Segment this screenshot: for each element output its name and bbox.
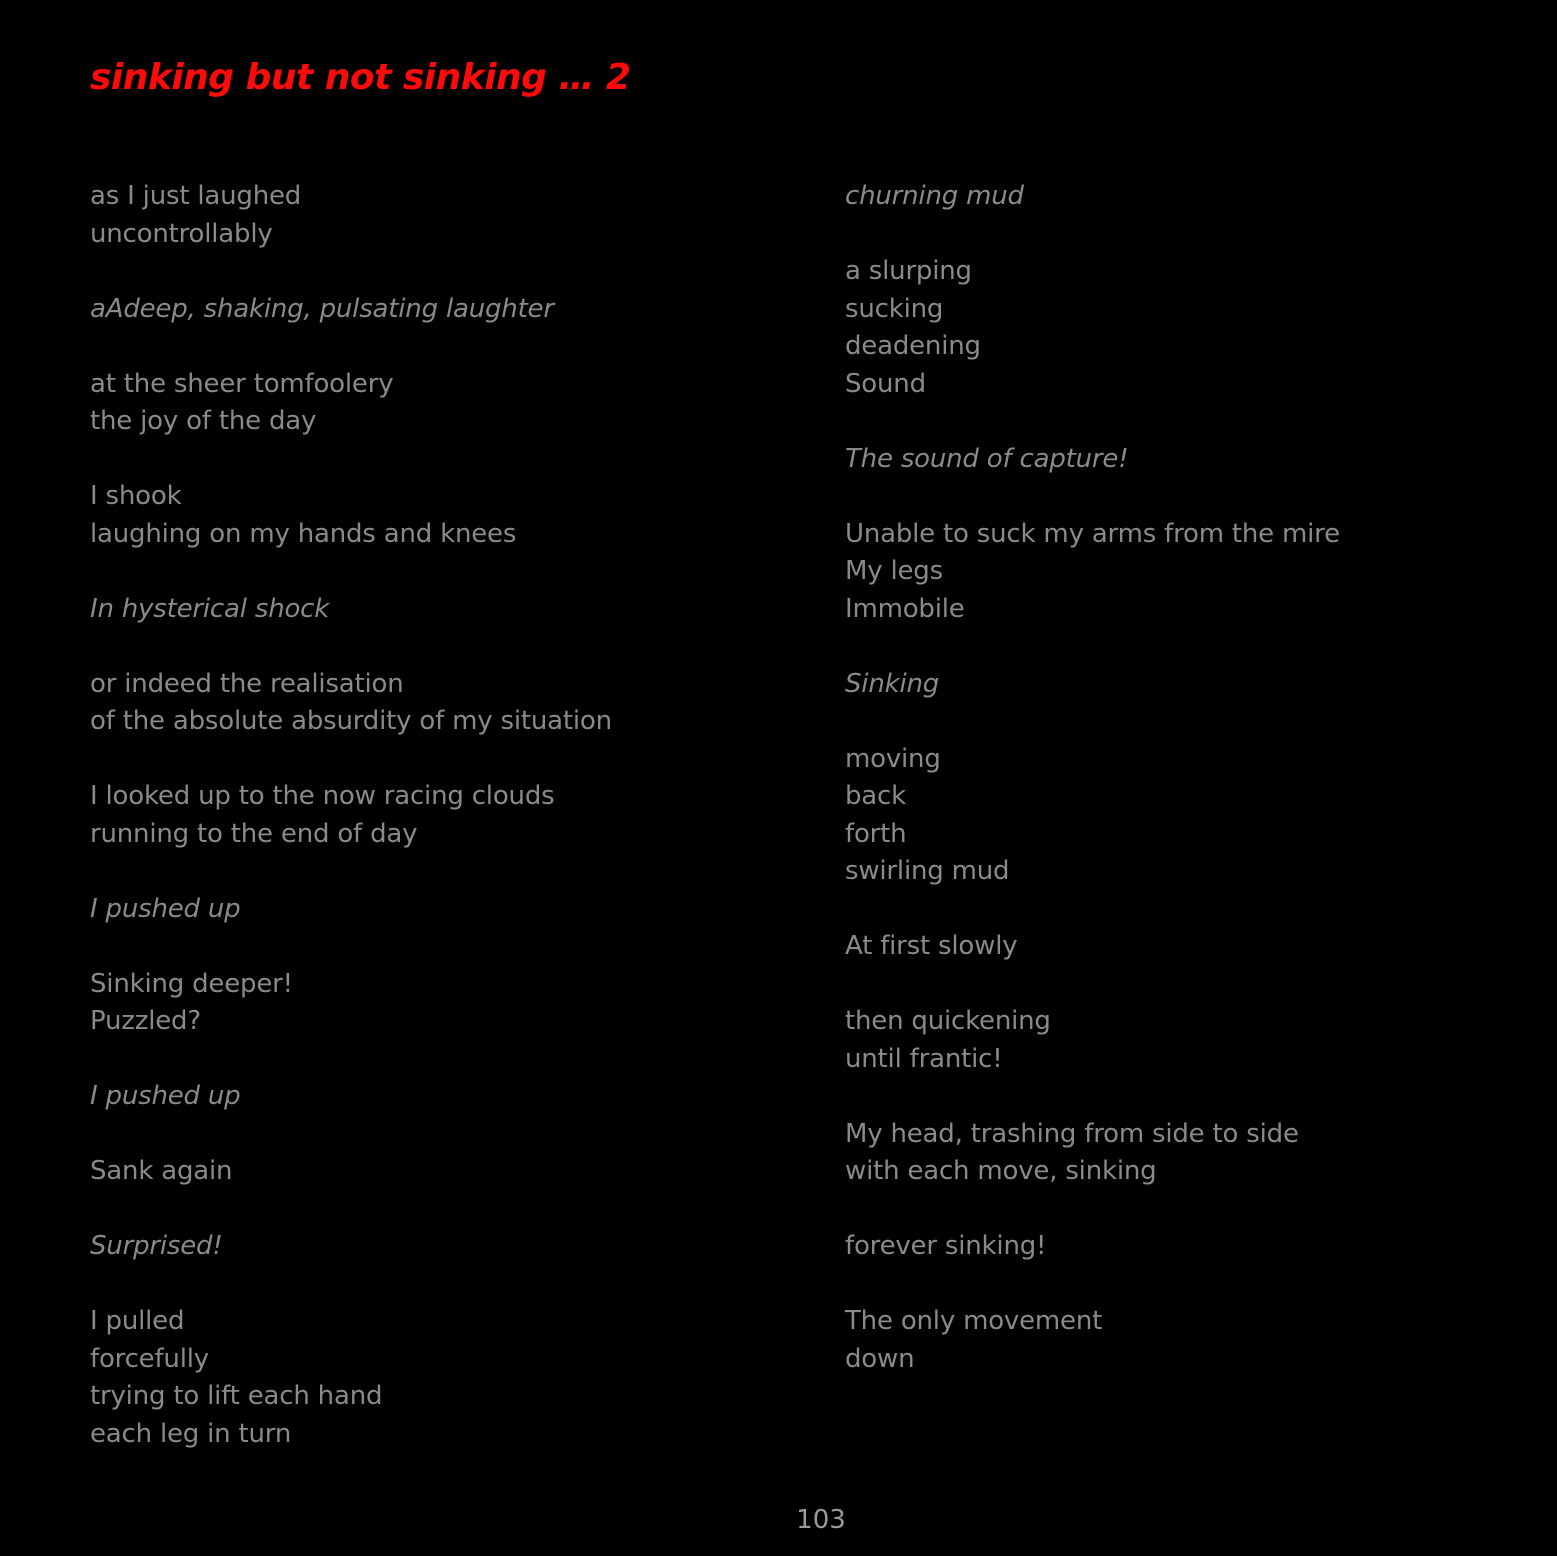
poem-line: moving <box>845 743 941 774</box>
poem-line: sucking <box>845 293 944 324</box>
poem-line: I pushed up <box>90 1081 241 1111</box>
stanza <box>845 1003 1485 1078</box>
poem-line: each leg in turn <box>90 1418 292 1449</box>
stanza <box>90 178 730 253</box>
poem-line: Sound <box>845 368 926 399</box>
stanza <box>90 591 730 629</box>
poem-line: Sinking deeper! <box>90 968 293 999</box>
stanza <box>845 516 1485 629</box>
poem-line: Immobile <box>845 593 965 624</box>
poem-line: Sinking <box>845 668 940 699</box>
poem-line: swirling mud <box>845 856 1010 886</box>
poem-line: Sank again <box>90 1156 233 1186</box>
poem-line: of the absolute absurdity of my situation <box>90 706 612 736</box>
stanza <box>845 1303 1485 1378</box>
poem-line: uncontrollably <box>90 218 273 249</box>
page-number: 103 <box>796 1505 846 1535</box>
stanza <box>90 891 730 929</box>
poem-line: I pushed up <box>90 893 241 924</box>
poem-line: I looked up to the now racing clouds <box>90 781 555 811</box>
poem-line: The only movement <box>845 1306 1103 1336</box>
stanza <box>845 741 1485 891</box>
poem-line: with each move, sinking <box>845 1156 1157 1186</box>
stanza <box>90 1228 730 1266</box>
poem-line: as I just laughed <box>90 181 302 211</box>
poem-line: laughing on my hands and knees <box>90 518 517 549</box>
poem-line: until frantic! <box>845 1043 1003 1074</box>
poem-line: or indeed the realisation <box>90 668 404 699</box>
stanza <box>90 966 730 1041</box>
stanza <box>845 441 1485 479</box>
poem-line: The sound of capture! <box>845 443 1129 474</box>
poem-line: trying to lift each hand <box>90 1381 383 1411</box>
poem-line: In hysterical shock <box>90 593 330 624</box>
stanza <box>90 366 730 441</box>
stanza <box>90 778 730 853</box>
poem-line: at the sheer tomfoolery <box>90 368 394 399</box>
poem-line: the joy of the day <box>90 406 317 436</box>
poem-line: My legs <box>845 556 943 586</box>
poem-line: I pulled <box>90 1306 185 1336</box>
poem-line: then quickening <box>845 1006 1051 1036</box>
poem-line: Surprised! <box>90 1231 223 1261</box>
stanza <box>845 1116 1485 1191</box>
poem-column-left <box>90 178 730 1491</box>
stanza <box>845 928 1485 966</box>
poem-line: I shook <box>90 481 182 511</box>
poem-title: sinking but not sinking … 2 <box>90 57 631 98</box>
stanza <box>90 1078 730 1116</box>
stanza <box>90 291 730 329</box>
poem-line: forcefully <box>90 1343 209 1374</box>
stanza <box>845 666 1485 704</box>
poem-line: deadening <box>845 331 981 361</box>
poem-line: forever sinking! <box>845 1231 1047 1261</box>
poem-line: Puzzled? <box>90 1006 201 1036</box>
poem-line: down <box>845 1343 915 1374</box>
stanza <box>90 1303 730 1453</box>
poem-column-right <box>845 178 1485 1416</box>
poem-line: a slurping <box>845 256 972 286</box>
stanza <box>90 666 730 741</box>
stanza <box>90 478 730 553</box>
stanza <box>845 178 1485 216</box>
poem-line: forth <box>845 818 907 849</box>
poem-line: Unable to suck my arms from the mire <box>845 518 1340 549</box>
poem-line: running to the end of day <box>90 818 418 849</box>
stanza <box>90 1153 730 1191</box>
poem-line: back <box>845 781 906 811</box>
poem-line: churning mud <box>845 181 1024 211</box>
poem-line: At first slowly <box>845 931 1018 961</box>
poem-line: My head, trashing from side to side <box>845 1118 1299 1149</box>
poem-line: aAdeep, shaking, pulsating laughter <box>90 293 554 324</box>
stanza <box>845 1228 1485 1266</box>
stanza <box>845 253 1485 403</box>
